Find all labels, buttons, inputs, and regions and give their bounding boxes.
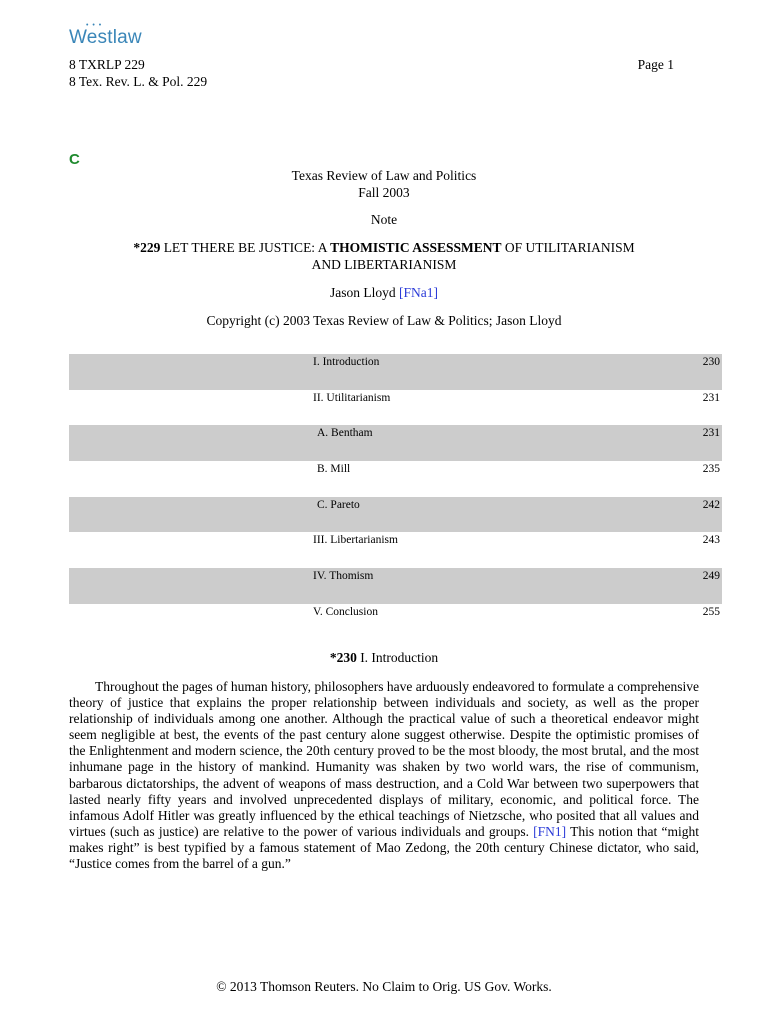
toc-label: III. Libertarianism (313, 534, 398, 547)
logo-dots-icon: • • • (86, 22, 103, 29)
issue-date: Fall 2003 (358, 185, 410, 200)
keycite-flag-icon[interactable]: C (69, 151, 80, 168)
body-paragraph (69, 679, 699, 872)
toc-row[interactable] (69, 390, 722, 426)
citation-line-1: 8 TXRLP 229 (69, 57, 145, 72)
section-title: I. Introduction (356, 650, 439, 665)
toc-page: 249 (702, 570, 720, 583)
toc-page: 242 (702, 498, 720, 511)
toc-page: 230 (702, 356, 720, 368)
toc-page: 243 (702, 534, 720, 547)
westlaw-logo: Westlaw (69, 27, 142, 48)
title-part-2: OF UTILITARIANISM (501, 240, 635, 255)
toc-page: 255 (702, 605, 720, 618)
article-title-line-2: AND LIBERTARIANISM (311, 257, 457, 272)
journal-name: Texas Review of Law and Politics (291, 168, 477, 183)
toc-row[interactable] (69, 461, 722, 497)
table-of-contents (69, 354, 722, 640)
star-page: *229 (133, 240, 161, 255)
toc-row[interactable] (69, 568, 722, 604)
toc-label: V. Conclusion (313, 605, 378, 618)
article-type: Note (370, 212, 398, 227)
section-heading (0, 650, 768, 666)
toc-page: 231 (702, 391, 720, 404)
author-footnote-link[interactable]: [FNa1] (399, 285, 438, 300)
author-line (0, 284, 768, 301)
toc-row[interactable] (69, 532, 722, 568)
toc-row[interactable] (69, 604, 722, 640)
page-number: Page 1 (637, 57, 674, 72)
author-name: Jason Lloyd (330, 285, 399, 300)
toc-label: C. Pareto (317, 498, 360, 511)
toc-page: 231 (702, 427, 720, 440)
title-part-1: LET THERE BE JUSTICE: A (160, 240, 331, 255)
toc-label: B. Mill (317, 463, 351, 476)
toc-label: IV. Thomism (313, 570, 374, 583)
footnote-link[interactable]: [FN1] (533, 823, 567, 839)
toc-label: A. Bentham (317, 427, 373, 440)
section-star-page: *230 (329, 650, 357, 665)
page-footer: © 2013 Thomson Reuters. No Claim to Orig. US Gov. Works. (216, 979, 552, 994)
title-bold: THOMISTIC ASSESSMENT (330, 240, 502, 255)
toc-row[interactable] (69, 497, 722, 533)
toc-row[interactable] (69, 425, 722, 461)
paragraph-text-2: This notion that “might makes right” is best typified by a famous statement of Mao Zedong, the 20th century Chinese dictator, who said, “Justice comes from the barrel of a gun.” (69, 823, 699, 872)
article-title (0, 239, 768, 256)
toc-page: 235 (702, 463, 720, 476)
toc-row[interactable] (69, 354, 722, 390)
citation-line-2: 8 Tex. Rev. L. & Pol. 229 (69, 74, 208, 89)
toc-label: I. Introduction (313, 356, 380, 368)
copyright-notice: Copyright (c) 2003 Texas Review of Law & Politics; Jason Lloyd (206, 313, 562, 328)
paragraph-text-1: Throughout the pages of human history, philosophers have arduously endeavored to formulate a comprehensive theory of justice that explains the proper relationship between individuals and society, as well as the proper relationship of individuals among one another. Although the practical value of such a theoretical endeavor might seem negligible at best, the events of the past century alone suggest otherwise. Despite the optimistic promises of the Enlightenment and modern science, the 20th century proved to be the most bloody, the most brutal, and the most inhumane page in the history of mankind. Humanity was shaken by two world wars, the rise of communism, barbarous dictatorships, the advent of weapons of mass destruction, and a Cold War between two superpowers that lasted nearly fifty years and involved unprecedented displays of military, economic, and political force. The infamous Adolf Hitler was greatly influenced by the ethical teachings of Nietzsche, who posited that all values and virtues (such as justice) are relative to the power of various individuals and groups. (69, 679, 699, 839)
toc-label: II. Utilitarianism (313, 391, 391, 404)
